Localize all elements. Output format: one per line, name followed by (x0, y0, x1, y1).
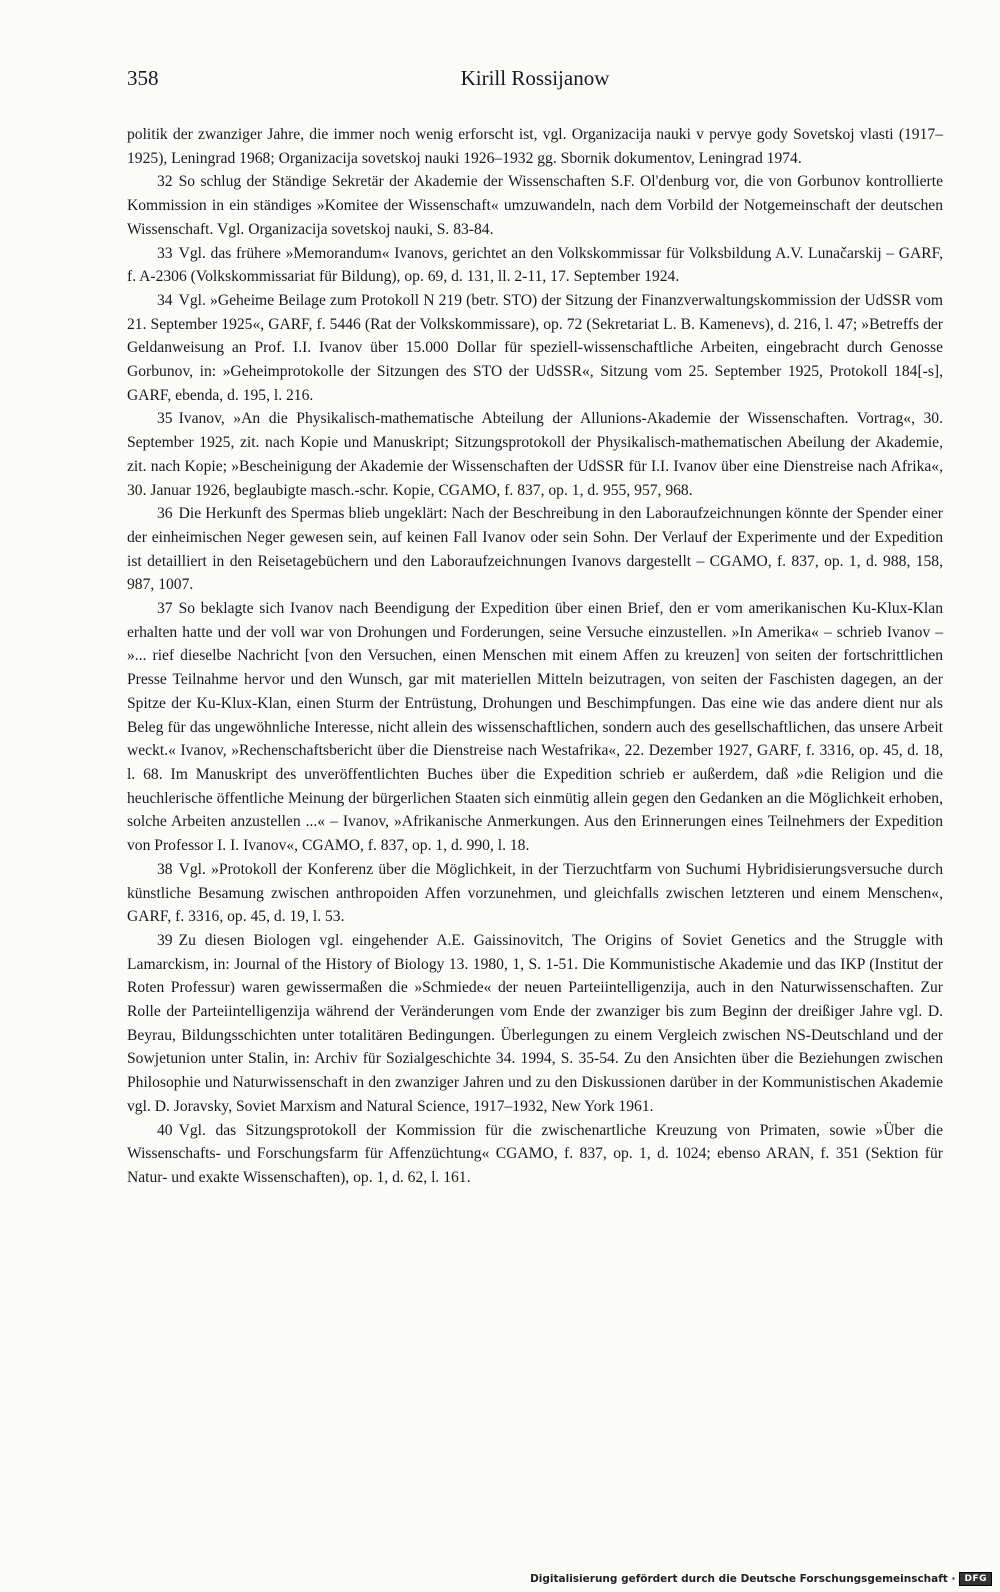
footnote-text: Ivanov, »An die Physikalisch-mathematische Abteilung der Allunions-Akademie der Wissenschaften. Vortrag«, 30. September 1925, zit. nach Kopie und Manuskript; Sitzungsprotokoll der Physikalisch-mathematischen Abeilung der Akademie, zit. nach Kopie; »Bescheinigung der Akademie der Wissenschaften der UdSSR für I.I. Ivanov über eine Dienstreise nach Afrika«, 30. Januar 1926, beglaubigte masch.-schr. Kopie, CGAMO, f. 837, op. 1, d. 955, 957, 968. (127, 410, 943, 499)
footnote-39 (127, 929, 943, 1119)
footnote-number: 37 (157, 600, 173, 618)
footnote-text: Vgl. »Geheime Beilage zum Protokoll N 219 (betr. STO) der Sitzung der Finanzverwaltungskommission der UdSSR vom 21. September 1925«, GARF, f. 5446 (Rat der Volkskommissare), op. 72 (Sekretariat L. B. Kamenevs), d. 216, l. 47; »Betreffs der Geldanweisung an Prof. I.I. Ivanov über 15.000 Dollar für speziell-wissenschaftliche Arbeiten, eingebracht durch Genosse Gorbunov, in: »Geheimprotokolle der Sitzungen des STO der UdSSR«, Sitzung vom 25. September 1925, Protokoll 184[-s], GARF, ebenda, d. 195, l. 216. (127, 291, 943, 404)
footnote-number: 36 (157, 505, 173, 523)
footnote-number: 34 (157, 291, 173, 309)
footnote-33 (127, 242, 943, 289)
footnote-number: 38 (157, 860, 173, 878)
footnote-number: 33 (157, 244, 173, 262)
dfg-logo-icon: DFG (959, 1572, 992, 1586)
page-header (127, 66, 943, 96)
footnote-number: 39 (157, 931, 173, 949)
footnote-continuation (127, 123, 943, 170)
footnote-36 (127, 502, 943, 597)
footnote-40 (127, 1119, 943, 1190)
footnote-number: 40 (157, 1121, 173, 1139)
footnote-38 (127, 858, 943, 929)
footnote-text: So beklagte sich Ivanov nach Beendigung der Expedition über einen Brief, den er vom amerikanischen Ku-Klux-Klan erhalten hatte und der voll war von Drohungen und Forderungen, seine Versuche einzustellen. »In Amerika« – schrieb Ivanov – »... rief dieselbe Nachricht [von den Versuchen, einen Menschen mit einem Affen zu kreuzen] von seiten der fortschrittlichen Presse Teilnahme hervor und den Wunsch, gar mit materiellen Mitteln beizutragen, von seiten der Faschisten dagegen, an der Spitze der Ku-Klux-Klan, einen Sturm der Entrüstung, Drohungen und Beschimpfungen. Das eine wie das andere dient nur als Beleg für das ungewöhnliche Interesse, nicht allein des wissenschaftlichen, sondern auch des gesellschaftlichen, das unsere Arbeit weckt.« Ivanov, »Rechenschaftsbericht über die Dienstreise nach Westafrika«, 22. Dezember 1927, GARF, f. 3316, op. 45, d. 18, l. 68. Im Manuskript des unveröffentlichten Buches über die Expedition schrieb er außerdem, daß »die Religion und die heuchlerische öffentliche Meinung der bürgerlichen Staaten sich einmütig allein gegen den Gedanken an die Möglichkeit erhoben, solche Arbeiten anzustellen ...« – Ivanov, »Afrikanische Anmerkungen. Aus den Erinnerungen eines Teilnehmers der Expedition von Professor I. I. Ivanov«, CGAMO, f. 837, op. 1, d. 990, l. 18. (127, 600, 943, 855)
footnote-text: Vgl. das frühere »Memorandum« Ivanovs, gerichtet an den Volkskommissar für Volksbildung A.V. Lunačarskij – GARF, f. A-2306 (Volkskommissariat für Bildung), op. 69, d. 131, ll. 2-11, 17. September 1924. (127, 244, 943, 286)
footnote-text: So schlug der Ständige Sekretär der Akademie der Wissenschaften S.F. Ol'denburg vor, die von Gorbunov kontrollierte Kommission in ein ständiges »Komitee der Wissenschaft« umzuwandeln, nach dem Vorbild der Notgemeinschaft der deutschen Wissenschaft. Vgl. Organizacija sovetskoj nauki, S. 83-84. (127, 173, 943, 238)
footnotes (127, 123, 943, 1190)
footnote-35 (127, 407, 943, 502)
running-head: Kirill Rossijanow (460, 66, 610, 90)
footnote-text: Vgl. »Protokoll der Konferenz über die Möglichkeit, in der Tierzuchtfarm von Suchumi Hybridisierungsversuche durch künstliche Besamung zwischen anthropoiden Affen vorzunehmen, und gleichfalls zwischen letzteren und einem Menschen«, GARF, f. 3316, op. 45, d. 19, l. 53. (127, 860, 943, 926)
footnote-32 (127, 170, 943, 241)
page-number: 358 (127, 66, 159, 90)
footnote-text: politik der zwanziger Jahre, die immer noch wenig erforscht ist, vgl. Organizacija nauki v pervye gody Sovetskoj vlasti (1917–1925), Leningrad 1968; Organizacija sovetskoj nauki 1926–1932 gg. Sbornik dokumentov, Leningrad 1974. (127, 126, 943, 167)
digitization-credit (530, 1572, 992, 1586)
footnote-text: Zu diesen Biologen vgl. eingehender A.E. Gaissinovitch, The Origins of Soviet Genetics and the Struggle with Lamarckism, in: Journal of the History of Biology 13. 1980, 1, S. 1-51. Die Kommunistische Akademie und das IKP (Institut der Roten Professur) waren gewissermaßen die »Schmiede« der neuen Parteiintelligenzija, auch in den Naturwissenschaften. Zur Rolle der Parteiintelligenzija während der Veränderungen vom Ende der zwanziger bis zum Beginn der dreißiger Jahre vgl. D. Beyrau, Bildungsschichten unter totalitären Bedingungen. Überlegungen zu einem Vergleich zwischen NS-Deutschland und der Sowjetunion unter Stalin, in: Archiv für Sozialgeschichte 34. 1994, S. 35-54. Zu den Ansichten über die Beziehungen zwischen Philosophie und Naturwissenschaft in den zwanziger Jahren und zu den Diskussionen darüber in der Kommunistischen Akademie vgl. D. Joravsky, Soviet Marxism and Natural Science, 1917–1932, New York 1961. (127, 931, 943, 1115)
footnote-34 (127, 289, 943, 408)
footnote-number: 35 (157, 410, 173, 428)
footnote-text: Die Herkunft des Spermas blieb ungeklärt: Nach der Beschreibung in den Laboraufzeichnungen könnte der Spender einer der einheimischen Neger gewesen sein, auf keinen Fall Ivanov oder sein Sohn. Der Verlauf der Experimente und der Expedition ist detailliert in den Reisetagebüchern und den Laboraufzeichnungen Ivanovs dargestellt – CGAMO, f. 837, op. 1, d. 988, 158, 987, 1007. (127, 505, 943, 594)
footnote-number: 32 (157, 173, 173, 191)
footnote-37 (127, 597, 943, 858)
footnote-text: Vgl. das Sitzungsprotokoll der Kommission für die zwischenartliche Kreuzung von Primaten, sowie »Über die Wissenschafts- und Forschungsfarm für Affenzüchtung« CGAMO, f. 837, op. 1, d. 1024; ebenso ARAN, f. 351 (Sektion für Natur- und exakte Wissenschaften), op. 1, d. 62, l. 161. (127, 1121, 943, 1186)
credit-text: Digitalisierung gefördert durch die Deutsche Forschungsgemeinschaft · (530, 1573, 956, 1585)
